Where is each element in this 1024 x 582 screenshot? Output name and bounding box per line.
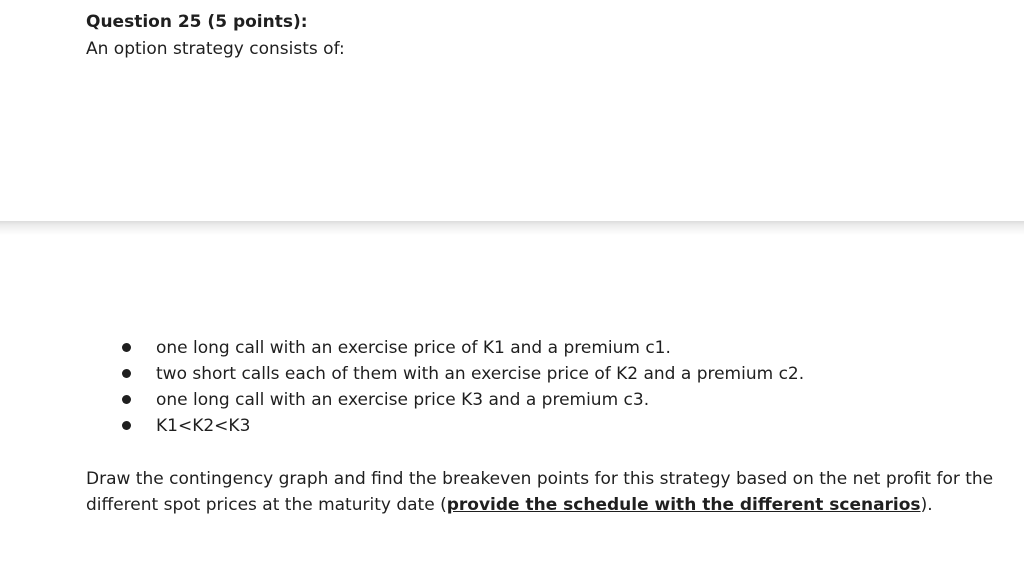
list-item (0, 335, 900, 361)
bullet-icon (122, 395, 131, 404)
task-line-2-start: different spot prices at the maturity date ( (86, 495, 447, 515)
list-item-text: two short calls each of them with an exercise price of K2 and a premium c2. (156, 364, 805, 384)
question-intro: An option strategy consists of: (86, 39, 345, 59)
task-line-2-end: ). (920, 495, 933, 515)
list-item (0, 361, 900, 387)
section-divider (0, 221, 1024, 235)
list-item-text: one long call with an exercise price of K1 and a premium c1. (156, 338, 671, 358)
strategy-list (0, 335, 900, 439)
list-item-text: one long call with an exercise price K3 and a premium c3. (156, 390, 650, 410)
list-item (0, 413, 900, 439)
list-item-text: K1<K2<K3 (156, 416, 251, 436)
bullet-icon (122, 421, 131, 430)
question-title: Question 25 (5 points): (86, 12, 308, 32)
bullet-icon (122, 343, 131, 352)
bullet-icon (122, 369, 131, 378)
list-item (0, 387, 900, 413)
task-instructions (86, 466, 1016, 518)
task-line-1: Draw the contingency graph and find the breakeven points for this strategy based on the net profit for the (86, 469, 994, 489)
task-emphasis: provide the schedule with the different scenarios (446, 495, 921, 515)
task-line-2 (86, 492, 1016, 518)
